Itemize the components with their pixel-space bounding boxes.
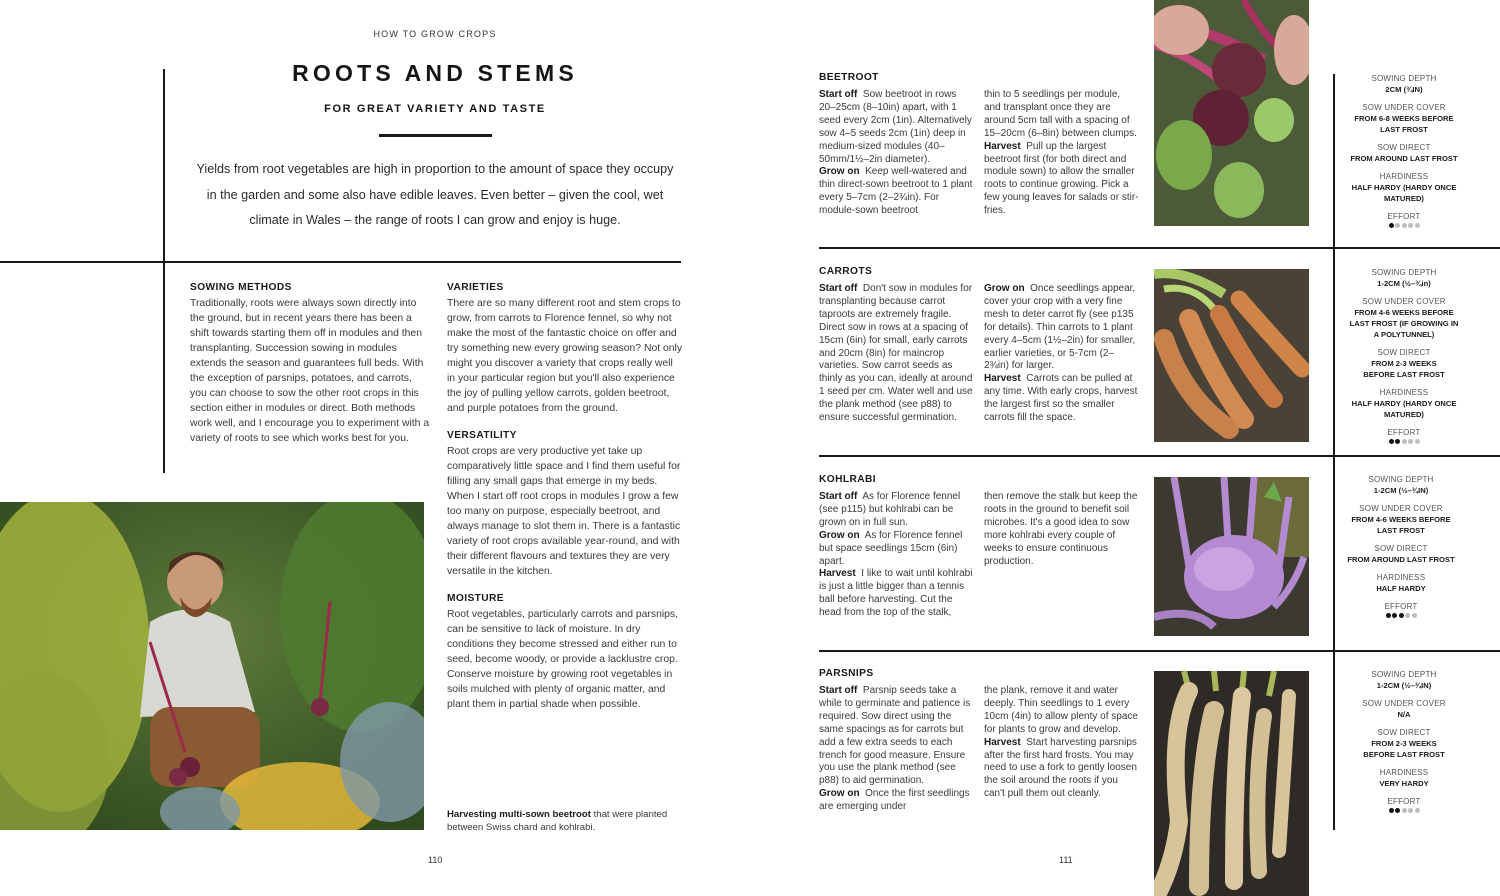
crop-text-col-1 [819,685,974,814]
effort-dot-empty-icon [1415,223,1420,228]
fact-value-sow-direct: FROM AROUND LAST FROST [1350,154,1458,163]
text-grow-on: Keep well-watered and thin direct-sown beetroot to 1 plant every 5–7cm (2–2¾in). For module-sown beetroot [819,166,973,217]
effort-dot-empty-icon [1408,808,1413,813]
fact-label-effort: EFFORT [1387,212,1421,221]
section-body-versatility: Root crops are very productive yet take up comparatively little space and I find them useful for filling any small gaps that emerge in my beds. When I start off root crops in modules I grow a few too many on purpose, especially beetroot, and always manage to slot them in. There is a fantastic variety of root crops available year-round, and with their different flavours and textures they are very versatile in the kitchen. [447,446,681,577]
section-heading-varieties: VARIETIES [447,282,504,293]
caption-rest: that were planted between Swiss chard and kohlrabi. [447,809,668,833]
fact-value-hardiness: HALF HARDY [1376,584,1426,593]
beetroot-photo [1154,0,1309,226]
kohlrabi-photo [1154,477,1309,636]
fact-value-sow-under-cover: FROM 4-6 WEEKS BEFORE LAST FROST (IF GROWING IN A POLYTUNNEL) [1349,308,1459,339]
text-start-off: Sow beetroot in rows 20–25cm (8–10in) apart, with 1 seed every 2cm (1in). Alternatively sow 4–5 seeds 2cm (1in) deep in medium-sized modules (40–50mm/1½–2in diameter). [819,89,972,165]
crop-text-col-2 [984,283,1139,425]
text-continued: the plank, remove it and water deeply. Thin seedlings to 1 every 10cm (4in) to allow plenty of space for plants to grow and develop. [984,685,1138,735]
fact-label-sow-under-cover: SOW UNDER COVER [1359,504,1443,513]
label-start-off: Start off [819,491,858,502]
fact-label-hardiness: HARDINESS [1379,172,1429,181]
effort-dot-filled-icon [1389,808,1394,813]
section-heading-sowing-methods: SOWING METHODS [190,282,292,293]
text-harvest: Start harvesting parsnips after the first hard frosts. You may need to use a fork to gently loosen the soil around the roots if you can't pull them out cleanly. [984,736,1137,800]
label-harvest: Harvest [984,736,1021,748]
facts-kohlrabi [1337,475,1465,618]
gardener-harvesting-photo [0,502,424,830]
label-harvest: Harvest [984,140,1021,152]
caption-bold: Harvesting multi-sown beetroot [447,809,591,820]
effort-dot-empty-icon [1395,223,1400,228]
label-grow-on: Grow on [819,529,860,541]
title-vertical-rule [163,69,165,473]
label-start-off: Start off [819,283,858,294]
fact-label-effort: EFFORT [1387,428,1421,437]
crop-text-col-2 [984,685,1139,814]
crop-entry-beetroot [819,72,1139,218]
effort-dot-filled-icon [1386,613,1391,618]
fact-value-sow-under-cover: FROM 4-6 WEEKS BEFORE LAST FROST [1351,515,1451,535]
fact-label-sowing-depth: SOWING DEPTH [1371,74,1437,83]
page-title: ROOTS AND STEMS [292,60,578,86]
section-body-varieties: There are so many different root and stem crops to grow, from carrots to Florence fennel, so why not make the most of the fantastic choice on offer and try something new every growing season? Not only might you discover a variety that crops really well in your particular region but you'll also experience the joy of pulling yellow carrots, golden beetroot, and purple potatoes from the ground. [447,298,683,414]
title-underline [379,134,492,137]
fact-value-sowing-depth: 2CM (¾IN) [1385,85,1423,94]
crop-text-col-2 [984,491,1139,620]
parsnips-photo [1154,671,1309,896]
effort-dot-empty-icon [1402,223,1407,228]
effort-rating [1337,613,1465,618]
fact-value-hardiness: HALF HARDY (HARDY ONCE MATURED) [1351,399,1457,419]
label-grow-on: Grow on [819,788,860,800]
effort-dot-empty-icon [1402,439,1407,444]
fact-value-sowing-depth: 1-2CM (½–¾in) [1377,279,1431,288]
effort-rating [1340,223,1468,228]
crop-heading: CARROTS [819,266,873,277]
crop-text-col-1 [819,491,974,620]
crop-heading: KOHLRABI [819,474,876,485]
facts-parsnips [1340,670,1468,813]
divider-carrots-kohlrabi [819,455,1500,457]
text-harvest: Pull up the largest beetroot first (for both direct and module sown) to allow the smaller roots to continue growing. Pick a few young leaves for salads or stir-fries. [984,140,1139,217]
fact-label-sow-under-cover: SOW UNDER COVER [1362,699,1446,708]
label-grow-on: Grow on [819,166,860,178]
effort-dot-empty-icon [1415,808,1420,813]
fact-value-hardiness: VERY HARDY [1379,779,1429,788]
text-start-off: Don't sow in modules for transplanting because carrot taproots are extremely fragile. Direct sow in rows at a spacing of 15cm (6in) for small, early carrots and 20cm (8in) for maincrop varieties. Sow carrot seeds as thinly as you can, ideally at around 1 seed per cm. Water well and use the plank method (see p88) to ensure successful germination. [819,283,973,424]
photo-caption [447,808,687,834]
label-start-off: Start off [819,89,858,100]
fact-label-effort: EFFORT [1384,602,1418,611]
text-start-off: As for Florence fennel (see p115) but kohlrabi can be grown on in full sun. [819,491,961,528]
left-column-2 [447,281,683,725]
label-harvest: Harvest [984,373,1021,385]
fact-label-sowing-depth: SOWING DEPTH [1371,268,1437,277]
text-harvest: I like to wait until kohlrabi is just a little bigger than a tennis ball before harvesting. Cut the head from the top of the stalk, [819,568,973,619]
label-harvest: Harvest [819,568,856,580]
section-heading-versatility: VERSATILITY [447,430,517,441]
fact-label-hardiness: HARDINESS [1376,573,1426,582]
effort-dot-filled-icon [1395,439,1400,444]
facts-beetroot [1340,74,1468,228]
fact-label-hardiness: HARDINESS [1379,768,1429,777]
crop-text-col-2 [984,89,1139,218]
text-continued: then remove the stalk but keep the roots in the ground to benefit soil microbes. It's a good idea to sow more kohlrabi every couple of weeks to ensure continuous production. [984,491,1138,567]
page-number-left: 110 [428,855,443,865]
crop-entry-kohlrabi [819,474,1139,620]
crop-entry-parsnips [819,668,1139,814]
text-grow-on: Once the first seedlings are emerging under [819,788,970,813]
fact-value-sow-direct: FROM AROUND LAST FROST [1347,555,1455,564]
fact-value-sow-direct: FROM 2-3 WEEKS BEFORE LAST FROST [1363,359,1445,379]
divider-kohlrabi-parsnips [819,650,1500,652]
text-grow-on: As for Florence fennel but space seedlings 15cm (6in) apart. [819,529,963,567]
effort-dot-empty-icon [1408,439,1413,444]
effort-dot-filled-icon [1389,223,1394,228]
effort-dot-empty-icon [1408,223,1413,228]
effort-dot-empty-icon [1402,808,1407,813]
fact-label-hardiness: HARDINESS [1379,388,1429,397]
effort-dot-empty-icon [1415,439,1420,444]
facts-carrots [1340,268,1468,444]
text-harvest: Carrots can be pulled at any time. With early crops, harvest the largest first so the smaller carrots fill the space. [984,373,1138,424]
crop-entry-carrots [819,266,1139,425]
effort-rating [1340,439,1468,444]
fact-value-sowing-depth: 1-2CM (½–¾IN) [1373,486,1429,495]
facts-vertical-rule [1333,74,1335,830]
divider-beetroot-carrots [819,247,1500,249]
fact-value-hardiness: HALF HARDY (HARDY ONCE MATURED) [1351,183,1457,203]
fact-label-sow-direct: SOW DIRECT [1377,348,1431,357]
effort-dot-empty-icon [1405,613,1410,618]
fact-value-sowing-depth: 1-2CM (½–¾IN) [1376,681,1432,690]
fact-label-effort: EFFORT [1387,797,1421,806]
left-horizontal-rule [0,261,681,263]
effort-dot-filled-icon [1399,613,1404,618]
crop-heading: BEETROOT [819,72,879,83]
carrots-photo [1154,269,1309,442]
page-number-right: 111 [1059,855,1073,865]
fact-label-sow-under-cover: SOW UNDER COVER [1362,297,1446,306]
fact-label-sowing-depth: SOWING DEPTH [1371,670,1437,679]
section-heading-moisture: MOISTURE [447,593,504,604]
section-body-moisture: Root vegetables, particularly carrots and parsnips, can be sensitive to lack of moisture. In dry conditions they become stressed and either run to seed, become woody, or provide a lacklustre crop. Conserve moisture by growing root vegetables in soils mulched with plenty of organic matter, and plant them in partial shade when possible. [447,609,679,710]
fact-value-sow-direct: FROM 2-3 WEEKS BEFORE LAST FROST [1363,739,1445,759]
crop-text-col-1 [819,89,974,218]
effort-dot-filled-icon [1389,439,1394,444]
crop-text-col-1 [819,283,974,425]
fact-label-sowing-depth: SOWING DEPTH [1368,475,1434,484]
effort-rating [1340,808,1468,813]
fact-value-sow-under-cover: FROM 6-8 WEEKS BEFORE LAST FROST [1354,114,1454,134]
fact-label-sow-direct: SOW DIRECT [1374,544,1428,553]
fact-label-sow-direct: SOW DIRECT [1377,728,1431,737]
fact-label-sow-under-cover: SOW UNDER COVER [1362,103,1446,112]
intro-paragraph: Yields from root vegetables are high in proportion to the amount of space they occupy in the garden and some also have edible leaves. Even better – given the cool, wet climate in Wales – the range of roots I can grow and enjoy is huge. [196,162,674,227]
text-start-off: Parsnip seeds take a while to germinate and patience is required. Sow direct using the same spacings as for carrots but add a few extra seeds to each trench for good measure. Ensure you use the plank method (see p88) to aid germination. [819,685,971,787]
text-continued: thin to 5 seedlings per module, and transplant once they are around 5cm tall with a spacing of 15–20cm (6–8in) between clumps. [984,89,1137,139]
fact-label-sow-direct: SOW DIRECT [1377,143,1431,152]
left-column-1 [190,281,430,459]
effort-dot-filled-icon [1392,613,1397,618]
crop-heading: PARSNIPS [819,668,874,679]
running-head: HOW TO GROW CROPS [373,29,497,39]
label-grow-on: Grow on [984,283,1025,294]
label-start-off: Start off [819,685,858,696]
fact-value-sow-under-cover: N/A [1397,710,1411,719]
effort-dot-empty-icon [1412,613,1417,618]
page-subtitle: FOR GREAT VARIETY AND TASTE [324,103,546,115]
section-body-sowing-methods: Traditionally, roots were always sown directly into the ground, but in recent years there has been a shift towards starting them off in modules and then transplanting. Succession sowing in modules extends the season and guarantees full beds. With the exception of parsnips, potatoes, and carrots, you can choose to sow the other root crops in this section either in modules or direct. Both methods work well, and I encourage you to experiment with a variety of roots to see which works best for you. [190,298,430,444]
effort-dot-filled-icon [1395,808,1400,813]
text-grow-on: Once seedlings appear, cover your crop with a very fine mesh to deter carrot fly (see p135 for details). Thin carrots to 1 plant every 4–5cm (1½–2in) for smaller, earlier varieties, or 5-7cm (2–2¾in) for larger. [984,283,1136,372]
